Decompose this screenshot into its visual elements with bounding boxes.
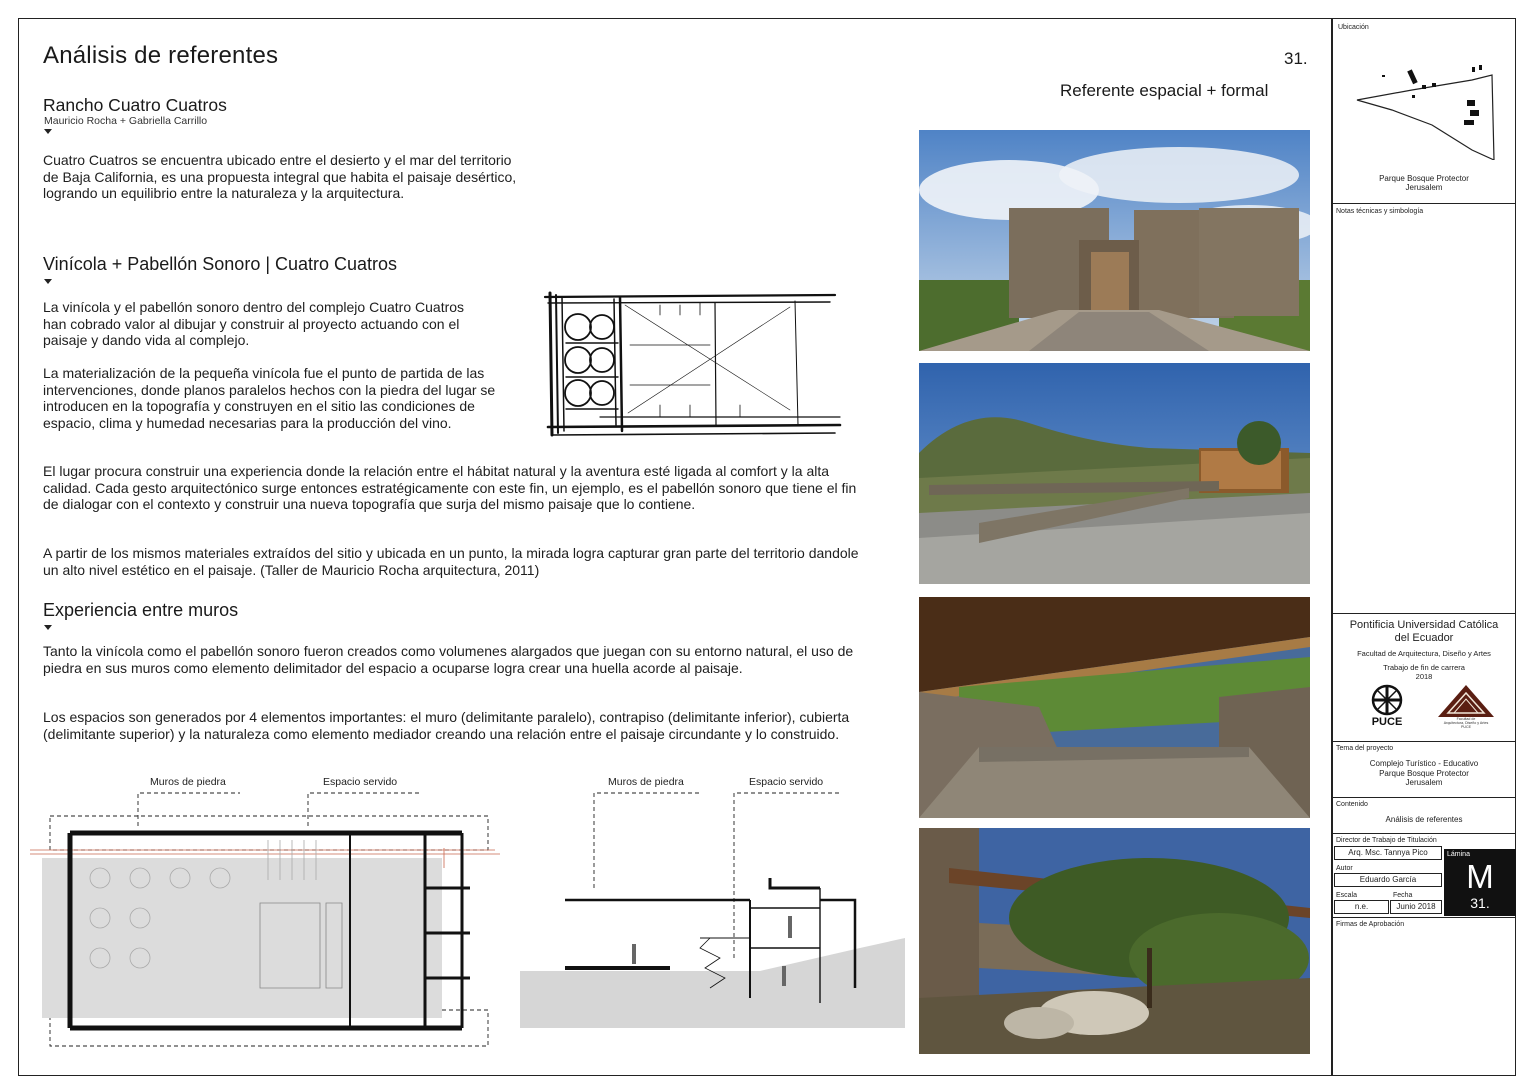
bullet-triangle-icon: [44, 625, 52, 630]
heading-vinicola: Vinícola + Pabellón Sonoro | Cuatro Cuatros: [43, 254, 398, 274]
paragraph-rancho: Cuatro Cuatros se encuentra ubicado entre el desierto y el mar del territorio de Baja California, es una propuesta integral que habita el paisaje desértico, logrando un equilibrio entre la naturaleza y la arquitectura.: [43, 152, 517, 202]
notes-label: Notas técnicas y simbología: [1336, 208, 1424, 215]
sheet-number: 31.: [1470, 895, 1490, 911]
paragraph-vinicola-1: La vinícola y el pabellón sonoro dentro del complejo Cuatro Cuatros han cobrado valor al dibujar y construir al proyecto actuando con el paisaje y dando vida al complejo.: [43, 299, 465, 349]
paragraph-vinicola-2: La materialización de la pequeña vinícola fue el punto de partida de las intervenciones, donde planos paralelos hechos con la piedra del lugar se introducen en la topografía y construyen en el sitio las condiciones de espacio, clima y humedad necesarias para la producción del vino.: [43, 365, 496, 431]
location-name: Parque Bosque Protector Jerusalem: [1379, 174, 1469, 192]
content-name: Análisis de referentes: [1385, 815, 1463, 824]
paragraph-vinicola-4: A partir de los mismos materiales extraídos del sitio y ubicada en un punto, la mirada logra capturar gran parte del territorio dandole un alto nivel estético en el paisaje. (Taller de Mauricio Rocha arquitectura, 2011): [43, 545, 859, 578]
photo-sound-pavilion-landscape: [919, 363, 1310, 584]
university-name: Pontificia Universidad Católica del Ecuador: [1349, 619, 1499, 644]
date-label: Fecha: [1393, 892, 1413, 899]
content-label: Contenido: [1336, 801, 1368, 808]
scale-label: Escala: [1336, 892, 1358, 899]
plan-label-space: Espacio servido: [323, 776, 398, 788]
photo-covered-courtyard: [919, 597, 1310, 818]
faculty-name: Facultad de Arquitectura, Diseño y Artes: [1357, 649, 1491, 658]
page-number: 31.: [1284, 49, 1308, 68]
floor-plan-diagram: [30, 788, 500, 1053]
director-label: Director de Trabajo de Titulación: [1336, 837, 1437, 844]
page-title: Análisis de referentes: [43, 42, 279, 69]
author-name: Eduardo García: [1359, 875, 1417, 884]
faculty-logo-text: Facultad de Arquitectura, Diseño y Artes PUCE: [1443, 717, 1489, 730]
bullet-triangle-icon: [44, 129, 52, 134]
section-label-walls: Muros de piedra: [608, 776, 684, 788]
heading-experiencia: Experiencia entre muros: [43, 600, 239, 620]
plan-label-walls: Muros de piedra: [150, 776, 226, 788]
location-map: [1352, 55, 1502, 160]
puce-logo-text: PUCE: [1371, 716, 1403, 728]
signatures-label: Firmas de Aprobación: [1336, 921, 1405, 928]
puce-logo: [1362, 683, 1412, 729]
project-label: Tema del proyecto: [1336, 745, 1394, 752]
sheet-label: Lámina: [1447, 851, 1470, 858]
photo-stone-walls-entrance: [919, 130, 1310, 351]
hand-sketch-plan: [540, 285, 845, 440]
date-value: Junio 2018: [1396, 902, 1436, 911]
faculty-logo: [1434, 683, 1498, 731]
paragraph-experiencia-1: Tanto la vinícola como el pabellón sonoro fueron creados como volumenes alargados que juegan con su entorno natural, el uso de piedra en sus muros como elemento delimitador del espacio a ocuparse logra crear una huella acorde al paisaje.: [43, 643, 854, 676]
location-label: Ubicación: [1338, 24, 1369, 31]
scale-value: n.e.: [1354, 902, 1369, 911]
degree-work: Trabajo de fin de carrera 2018: [1383, 663, 1465, 681]
bullet-triangle-icon: [44, 279, 52, 284]
paragraph-vinicola-3: El lugar procura construir una experiencia donde la relación entre el hábitat natural y la aventura esté ligada al comfort y la alta calidad. Cada gesto arquitectónico surge entonces estratégicamente con este fin, un ejemplo, es el pabellón sonoro que tiene el fin de dialogar con el contexto y construir una nueva topografía que surja del mismo paisaje que lo contiene.: [43, 463, 857, 513]
heading-rancho: Rancho Cuatro Cuatros: [43, 95, 227, 115]
byline-authors: Mauricio Rocha + Gabriella Carrillo: [44, 115, 208, 127]
section-label-space: Espacio servido: [749, 776, 824, 788]
director-name: Arq. Msc. Tannya Pico: [1348, 848, 1428, 857]
section-subtitle: Referente espacial + formal: [1060, 81, 1269, 100]
sheet-letter: M: [1466, 858, 1494, 895]
photo-tree-stone-courtyard: [919, 828, 1310, 1054]
section-diagram: [520, 788, 905, 1033]
project-name: Complejo Turístico - Educativo Parque Bosque Protector Jerusalem: [1369, 759, 1479, 787]
author-label: Autor: [1336, 865, 1353, 872]
paragraph-experiencia-2: Los espacios son generados por 4 elementos importantes: el muro (delimitante paralelo), contrapiso (delimitante inferior), cubierta (delimitante superior) y la naturaleza como elemento mediador creando una relación entre el paisaje circundante y lo construido.: [43, 709, 850, 742]
